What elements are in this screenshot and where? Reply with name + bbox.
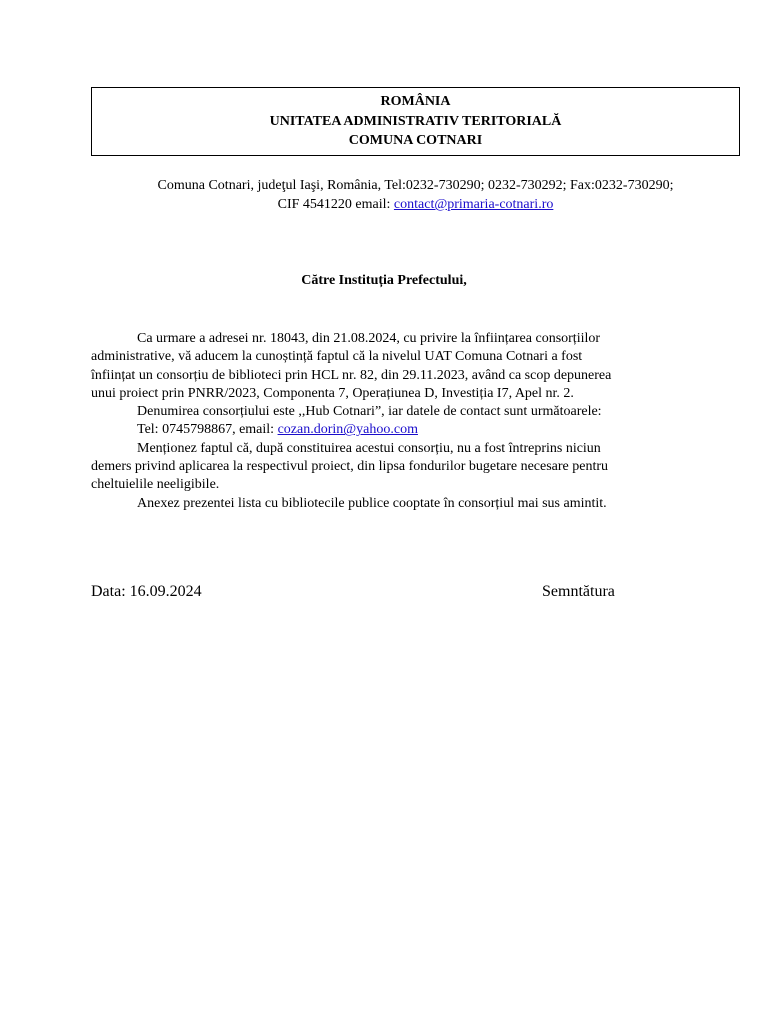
contact-address-line: Comuna Cotnari, judeţul Iaşi, România, Tel:0232-730290; 0232-730292; Fax:0232-730290; (157, 178, 674, 193)
body-paragraph-4-line: Menționez faptul că, după constituirea acestui consorțiu, nu a fost întreprins niciun (137, 440, 601, 456)
commune-name: COMUNA COTNARI (348, 133, 483, 148)
contact-cif-line (91, 195, 740, 214)
body-paragraph-5: Anexez prezentei lista cu bibliotecile publice cooptate în consorțiul mai sus amintit. (137, 495, 607, 511)
recipient-heading: Către Instituția Prefectului, (301, 273, 467, 288)
consortium-email-link[interactable]: cozan.dorin@yahoo.com (277, 422, 418, 438)
body-paragraph-2: Denumirea consorțiului este ,,Hub Cotnari”, iar datele de contact sunt următoarele: (137, 404, 602, 420)
body-paragraph-1-line: Ca urmare a adresei nr. 18043, din 21.08.2024, cu privire la înființarea consorțiilor (137, 331, 601, 346)
letterhead-box (91, 87, 740, 156)
body-paragraph-1-line: administrative, vă aducem la cunoștință faptul că la nivelul UAT Comuna Cotnari a fost (91, 349, 583, 365)
contact-info (91, 176, 740, 214)
body-paragraph-4-line: cheltuielile neeligibile. (91, 477, 220, 493)
contact-cif-text: CIF 4541220 email: (277, 197, 394, 212)
letter-body (91, 330, 681, 513)
body-paragraph-1-line: înființat un consorțiu de biblioteci prin HCL nr. 82, din 29.11.2023, având ca scop depunerea (91, 367, 612, 383)
body-paragraph-3 (91, 421, 681, 439)
body-paragraph-4-line: demers privind aplicarea la respectivul proiect, din lipsa fondurilor bugetare necesare pentru (91, 459, 609, 475)
country-name: ROMÂNIA (380, 94, 451, 109)
document-date: Data: 16.09.2024 (91, 583, 202, 600)
administrative-unit: UNITATEA ADMINISTRATIV TERITORIALĂ (269, 113, 562, 129)
primarie-email-link[interactable]: contact@primaria-cotnari.ro (393, 197, 554, 212)
signature-label: Semntătura (542, 583, 615, 600)
body-paragraph-1-line: unui proiect prin PNRR/2023, Componenta 7, Operațiunea D, Investiția I7, Apel nr. 2. (91, 385, 574, 401)
consortium-phone-text: Tel: 0745798867, email: (137, 422, 278, 438)
